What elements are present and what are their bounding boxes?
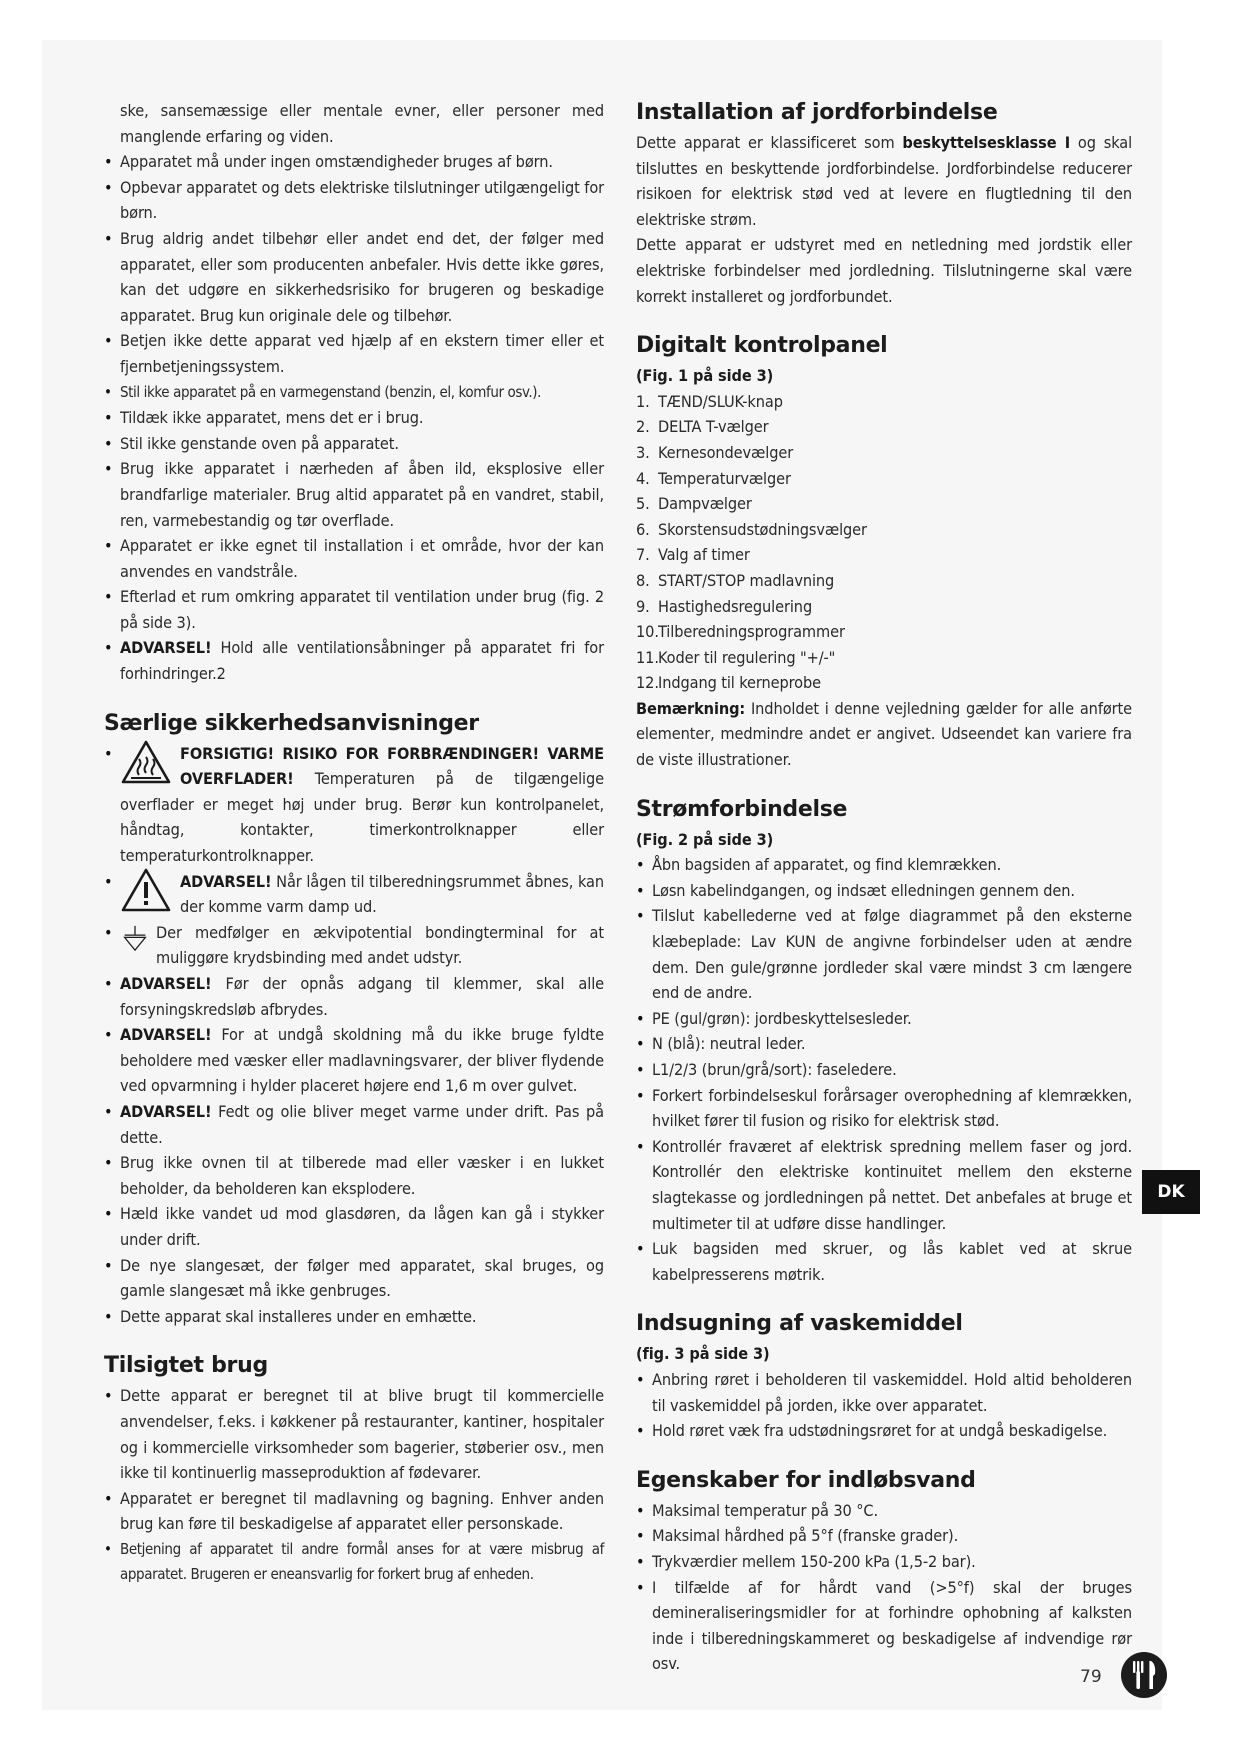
warning-label: ADVARSEL! (180, 871, 272, 891)
list-item (104, 1022, 604, 1099)
list-item: • Brug ikke ovnen til at tilberede mad eller væsker i en lukket beholder, da beholderen kan eksplodere. (104, 1150, 604, 1201)
list-item: • Betjen ikke dette apparat ved hjælp af en ekstern timer eller et fjernbetjeningssystem. (104, 328, 604, 379)
warning-label: ADVARSEL! (120, 1101, 212, 1121)
item-number: 4. (636, 468, 650, 488)
numbered-item (636, 491, 1132, 517)
section-heading-grounding: Installation af jordforbindelse (636, 100, 998, 125)
numbered-item (636, 568, 1132, 594)
hot-surface-warning (104, 741, 604, 869)
item-number: 9. (636, 596, 650, 616)
item-text: TÆND/SLUK-knap (658, 391, 783, 411)
list-item: • Stil ikke apparatet på en varmegenstand (benzin, el, komfur osv.). (104, 380, 604, 406)
right-column (636, 98, 1132, 1677)
list-item: • Stil ikke genstande oven på apparatet. (104, 431, 604, 457)
list-item: • Åbn bagsiden af apparatet, og find klemrækken. (636, 852, 1132, 878)
numbered-item (636, 594, 1132, 620)
emphasis: beskyttelsesklasse I (902, 133, 1071, 152)
list-item (104, 971, 604, 1022)
item-text: Tilberedningsprogrammer (658, 622, 845, 642)
item-number: 1. (636, 391, 650, 411)
item-text: Dampvælger (658, 494, 752, 514)
item-text: Kernesondevælger (658, 442, 794, 462)
numbered-item (636, 389, 1132, 415)
section-heading-safety: Særlige sikkerhedsanvisninger (104, 710, 479, 736)
numbered-item (636, 517, 1132, 543)
warning-label: FORSIGTIG! RISIKO FOR FORBRÆNDINGER! VARME OVERFLADER! (180, 743, 604, 789)
list-item: • Opbevar apparatet og dets elektriske tilslutninger utilgængeligt for børn. (104, 175, 604, 226)
item-text: Skorstensudstødningsvælger (658, 519, 867, 539)
text: Dette apparat er klassificeret som (636, 133, 903, 152)
list-item: • Apparatet må under ingen omstændigheder bruges af børn. (104, 149, 604, 175)
item-text: Temperaturvælger (658, 468, 791, 488)
list-item: • Forkert forbindelseskul forårsager overophedning af klemrækken, hvilket fører til fusion og risiko for elektrisk stød. (636, 1083, 1132, 1134)
list-item: • Betjening af apparatet til andre formål anses for at være misbrug af apparatet. Brugeren er eneansvarlig for forkert brug af enheden. (104, 1537, 604, 1588)
list-item (104, 1099, 604, 1150)
language-tab: DK (1142, 1170, 1200, 1214)
list-item: • Efterlad et rum omkring apparatet til ventilation under brug (fig. 2 på side 3). (104, 584, 604, 635)
warning-text: For at undgå skoldning må du ikke bruge fyldte beholdere med væsker eller madlavningsvarer, der bliver flydende ved opvarmning i hylder placeret højere end 1,6 m over gulvet. (120, 1025, 604, 1096)
item-text: Valg af timer (658, 545, 750, 565)
note-paragraph (636, 696, 1132, 773)
paragraph: Dette apparat er udstyret med en netledning med jordstik eller elektriske forbindelser med jordledning. Tilslutningerne skal være korrekt installeret og jordforbundet. (636, 235, 1132, 306)
warning-text: Fedt og olie bliver meget varme under drift. Pas på dette. (120, 1101, 604, 1147)
bonding-note (104, 920, 604, 971)
item-number: 10. (636, 622, 659, 642)
list-item: • PE (gul/grøn): jordbeskyttelsesleder. (636, 1006, 1132, 1032)
list-item: ske, sansemæssige eller mentale evner, eller personer med manglende erfaring og viden. (120, 101, 604, 146)
section-heading-power: Strømforbindelse (636, 796, 848, 822)
note-text: Indholdet i denne vejledning gælder for alle anførte elementer, medmindre andet er angivet. Udseendet kan variere fra de viste illustrationer. (636, 698, 1132, 770)
equipotential-icon (120, 918, 150, 958)
warning-triangle-icon (120, 867, 172, 913)
warning-label: ADVARSEL! (120, 638, 212, 658)
numbered-item (636, 542, 1132, 568)
list-item: • Dette apparat er beregnet til at blive brugt til kommercielle anvendelser, f.eks. i køkkener på restauranter, kantiner, hospitaler og i kommercielle virksomheder som bagerier, støberier osv., men ikke til kontinuerlig masseproduktion af fødevarer. (104, 1383, 604, 1485)
list-item: • Luk bagsiden med skruer, og lås kablet ved at skrue kabelpresserens møtrik. (636, 1236, 1132, 1287)
section-heading-detergent: Indsugning af vaskemiddel (636, 1311, 963, 1337)
list-item: • Hold røret væk fra udstødningsrøret for at undgå beskadigelse. (636, 1418, 1132, 1444)
item-text: Koder til regulering "+/-" (658, 647, 836, 667)
item-number: 6. (636, 519, 650, 539)
list-item: • Brug ikke apparatet i nærheden af åben ild, eksplosive eller brandfarlige materialer. Brug altid apparatet på en vandret, stabil, ren, varmebestandig og tør overflade. (104, 456, 604, 533)
list-item: • Kontrollér fraværet af elektrisk spredning mellem faser og jord. Kontrollér den elektriske kontinuitet mellem den eksterne slagtekasse og jordledningen på nettet. Det anbefales at bruge et multimeter til at udføre disse handlinger. (636, 1134, 1132, 1236)
list-item: • L1/2/3 (brun/grå/sort): faseledere. (636, 1057, 1132, 1083)
numbered-item (636, 645, 1132, 671)
item-number: 5. (636, 494, 650, 514)
list-item: • Maksimal hårdhed på 5°f (franske grader). (636, 1523, 1132, 1549)
paragraph (636, 130, 1132, 232)
list-item: • I tilfælde af for hårdt vand (>5°f) skal der bruges demineraliseringsmidler for at forhindre ophobning af kalksten inde i tilberedningskammeret og beskadigelse af indvendige rør osv. (636, 1575, 1132, 1677)
list-item: • Maksimal temperatur på 30 °C. (636, 1498, 1132, 1524)
list-item: • Apparatet er beregnet til madlavning og bagning. Enhver anden brug kan føre til beskadigelse af apparatet eller personskade. (104, 1486, 604, 1537)
item-text: Hastighedsregulering (658, 596, 813, 616)
numbered-item (636, 466, 1132, 492)
list-item: • Trykværdier mellem 150-200 kPa (1,5-2 bar). (636, 1549, 1132, 1575)
list-item: • Dette apparat skal installeres under en emhætte. (104, 1304, 604, 1330)
warning-label: ADVARSEL! (120, 974, 212, 993)
warning-text: Temperaturen på de tilgængelige overflader er meget høj under brug. Berør kun kontrolpanelet, håndtag, kontakter, timerkontrolknapper eller temperaturkontrolknapper. (120, 769, 604, 866)
numbered-item (636, 670, 1132, 696)
section-heading-control-panel: Digitalt kontrolpanel (636, 333, 888, 359)
figure-reference: (Fig. 2 på side 3) (636, 829, 774, 849)
item-number: 7. (636, 545, 650, 565)
warning-text: Hold alle ventilationsåbninger på apparatet fri for forhindringer.2 (120, 638, 604, 684)
item-text: Indgang til kerneprobe (658, 673, 821, 693)
figure-reference: (Fig. 1 på side 3) (636, 366, 774, 386)
item-text: START/STOP madlavning (658, 570, 835, 590)
list-item: • Løsn kabelindgangen, og indsæt elledningen gennem den. (636, 878, 1132, 904)
list-item: • Tildæk ikke apparatet, mens det er i brug. (104, 405, 604, 431)
warning-label: ADVARSEL! (120, 1025, 212, 1045)
list-item: • De nye slangesæt, der følger med apparatet, skal bruges, og gamle slangesæt må ikke genbruges. (104, 1253, 604, 1304)
list-item: • Anbring røret i beholderen til vaskemiddel. Hold altid beholderen til vaskemiddel på jorden, ikke over apparatet. (636, 1367, 1132, 1418)
item-number: 8. (636, 570, 650, 590)
numbered-item (636, 414, 1132, 440)
list-item (104, 635, 604, 686)
list-item: • Brug aldrig andet tilbehør eller andet end det, der følger med apparatet, eller som producenten anbefaler. Hvis dette ikke gøres, kan det udgøre en sikkerhedsrisiko for brugeren og beskadige apparatet. Brug kun originale dele og tilbehør. (104, 226, 604, 328)
item-number: 2. (636, 417, 650, 437)
text: og skal tilsluttes en beskyttende jordforbindelse. Jordforbindelse reducerer risikoen for elektrisk stød ved at levere en flugtledning til den elektriske strøm. (636, 133, 1133, 229)
page-number: 79 (1080, 1667, 1102, 1687)
note-label: Bemærkning: (636, 698, 746, 718)
hot-surface-icon (120, 739, 172, 785)
left-column (104, 98, 604, 1588)
list-item: • N (blå): neutral leder. (636, 1031, 1132, 1057)
item-number: 3. (636, 442, 650, 462)
list-item: • Hæld ikke vandet ud mod glasdøren, da lågen kan gå i stykker under drift. (104, 1201, 604, 1252)
cutlery-logo-icon (1120, 1651, 1168, 1699)
item-number: 12. (636, 673, 659, 693)
warning-text: Før der opnås adgang til klemmer, skal alle forsyningskredsløb afbrydes. (120, 974, 604, 1019)
bonding-text: Der medfølger en ækvipotential bondingterminal for at muliggøre krydsbinding med andet udstyr. (156, 922, 604, 968)
warning-text: Når lågen til tilberedningsrummet åbnes, kan der komme varm damp ud. (180, 871, 604, 917)
numbered-item (636, 440, 1132, 466)
item-text: DELTA T-vælger (658, 417, 769, 437)
list-item: • Apparatet er ikke egnet til installation i et område, hvor der kan anvendes en vandstråle. (104, 533, 604, 584)
numbered-item (636, 619, 1132, 645)
section-heading-intended-use: Tilsigtet brug (104, 1353, 268, 1379)
control-panel-list (636, 389, 1132, 696)
figure-reference: (fig. 3 på side 3) (636, 1344, 770, 1364)
steam-warning (104, 869, 604, 920)
list-item: • Tilslut kabellederne ved at følge diagrammet på den eksterne klæbeplade: Lav KUN de angivne forbindelser uden at ændre dem. Den gule/grønne jordleder skal være mindst 3 cm længere end de andre. (636, 903, 1132, 1005)
section-heading-inlet-water: Egenskaber for indløbsvand (636, 1467, 976, 1493)
item-number: 11. (636, 647, 659, 667)
